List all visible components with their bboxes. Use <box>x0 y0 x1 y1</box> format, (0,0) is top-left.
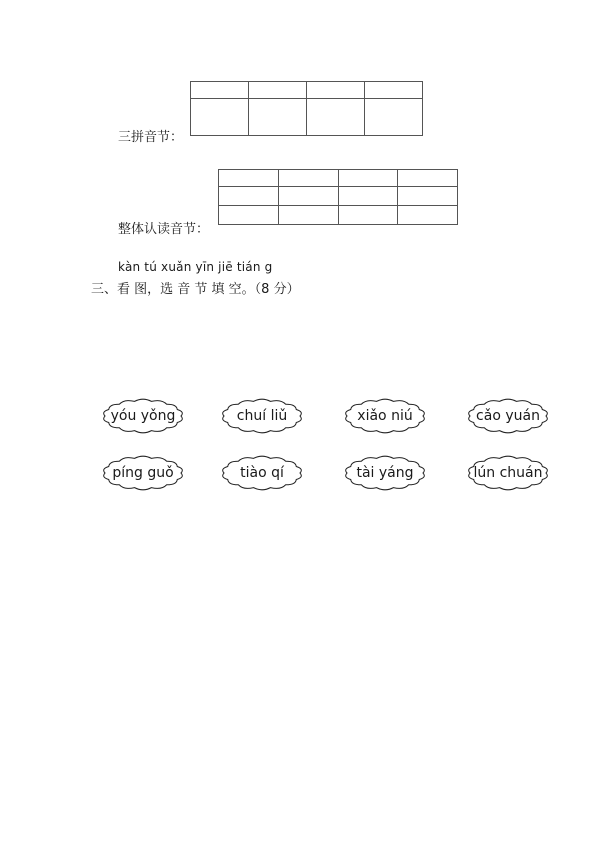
cloud-word: lún chuán <box>473 465 543 481</box>
cloud-word: yóu yǒng <box>110 408 176 424</box>
grid-cell[interactable] <box>398 206 458 225</box>
grid-cell[interactable] <box>219 170 279 187</box>
whole-syllable-grid <box>218 169 458 225</box>
cloud-word: tài yáng <box>356 465 414 481</box>
tri-syllable-grid <box>190 81 423 136</box>
question-title: 三、看 图，选 音 节 填 空。（8 分） <box>91 282 300 297</box>
pinyin-cloud[interactable] <box>466 453 550 493</box>
pinyin-cloud[interactable] <box>101 396 185 436</box>
pinyin-cloud[interactable] <box>343 396 427 436</box>
cloud-word: xiǎo niú <box>357 408 413 424</box>
pinyin-cloud[interactable] <box>220 396 304 436</box>
grid-cell[interactable] <box>398 170 458 187</box>
pinyin-cloud[interactable] <box>343 453 427 493</box>
grid-cell[interactable] <box>307 82 365 99</box>
question-pinyin-hint: kàn tú xuǎn yīn jiē tián g <box>118 260 273 274</box>
grid-cell[interactable] <box>338 206 398 225</box>
grid-cell[interactable] <box>191 82 249 99</box>
grid-cell[interactable] <box>398 187 458 206</box>
pinyin-cloud[interactable] <box>466 396 550 436</box>
grid-cell[interactable] <box>278 187 338 206</box>
grid-cell[interactable] <box>278 206 338 225</box>
grid-cell[interactable] <box>219 187 279 206</box>
cloud-word: cǎo yuán <box>476 408 540 424</box>
pinyin-cloud[interactable] <box>101 453 185 493</box>
grid-cell[interactable] <box>365 82 423 99</box>
cloud-word: píng guǒ <box>112 465 174 481</box>
grid-cell[interactable] <box>219 206 279 225</box>
tri-syllable-label: 三拼音节： <box>118 130 184 145</box>
grid-cell[interactable] <box>365 99 423 136</box>
grid-cell[interactable] <box>338 170 398 187</box>
grid-cell[interactable] <box>191 99 249 136</box>
pinyin-cloud[interactable] <box>220 453 304 493</box>
grid-cell[interactable] <box>249 99 307 136</box>
grid-cell[interactable] <box>307 99 365 136</box>
cloud-word: chuí liǔ <box>236 408 288 424</box>
whole-syllable-label: 整体认读音节： <box>118 222 210 237</box>
grid-cell[interactable] <box>278 170 338 187</box>
grid-cell[interactable] <box>249 82 307 99</box>
cloud-word: tiào qí <box>240 465 284 481</box>
grid-cell[interactable] <box>338 187 398 206</box>
